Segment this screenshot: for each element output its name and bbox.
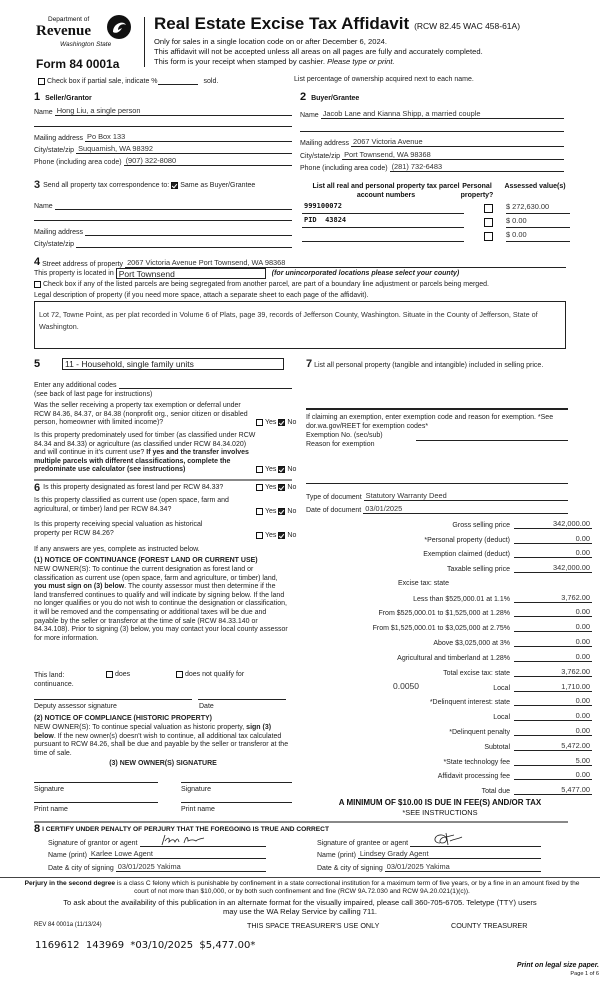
parcel-value-input[interactable]: $ 0.00 <box>506 216 570 228</box>
corr-mailing-field <box>34 225 292 236</box>
yes-label: Yes <box>265 466 277 473</box>
doc-type-input[interactable]: Statutory Warranty Deed <box>364 491 568 501</box>
exemption-no-input[interactable] <box>416 440 568 441</box>
tax-label: Above $3,025,000 at 3% <box>433 640 510 647</box>
location-label: This property is located in <box>34 270 114 277</box>
header-line3-text: This form is your receipt when stamped by cashier. <box>154 57 325 66</box>
does-not-option <box>176 671 244 678</box>
does-not-label: does not qualify for <box>185 671 245 678</box>
buyer-phone-field <box>300 161 564 172</box>
buyer-name-line2[interactable] <box>300 131 564 132</box>
section-6-number: 6 <box>34 482 41 494</box>
owner2-printname-label: Print name <box>181 806 215 813</box>
street-address-input[interactable]: 2067 Victoria Avenue Port Townsend, WA 98368 <box>125 258 566 268</box>
seller-phone-input[interactable]: (907) 322-8080 <box>124 156 292 166</box>
corr-city-label: City/state/zip <box>34 241 75 248</box>
forest-q3-yes-checkbox[interactable] <box>256 532 263 539</box>
seller-city-field <box>34 143 292 154</box>
grantee-signature-field <box>317 836 541 847</box>
grantor-date-field <box>48 861 266 872</box>
footer-divider <box>0 877 600 878</box>
grantee-signature-icon <box>430 831 464 847</box>
grantor-date-label: Date & city of signing <box>48 865 114 872</box>
notice1-bold: you must sign on (3) below <box>34 583 125 591</box>
personal-property-deduct[interactable]: 0.00 <box>514 534 592 544</box>
forest-q2-yes-checkbox[interactable] <box>256 508 263 515</box>
forest-q3: Is this property receiving special valuation as historical property per RCW 84.26? <box>34 521 203 537</box>
deputy-date-label: Date <box>199 703 214 710</box>
seller-name-input[interactable]: Hong Liu, a single person <box>55 106 292 116</box>
delinquent-interest-local[interactable]: 0.00 <box>514 711 592 721</box>
seller-phone-field <box>34 155 292 166</box>
exemption-reason-input[interactable] <box>306 483 568 484</box>
section-divider <box>34 479 292 481</box>
exemption-question <box>34 402 256 428</box>
tax-label: Local <box>493 714 510 721</box>
forest-q1 <box>34 484 256 493</box>
notice2-body <box>34 724 290 758</box>
buyer-mailing-input[interactable]: 2067 Victoria Avenue <box>351 137 564 147</box>
grantee-date-label: Date & city of signing <box>317 865 383 872</box>
q2-yes-checkbox[interactable] <box>256 466 263 473</box>
corr-name-label: Name <box>34 203 53 210</box>
logo <box>34 14 134 56</box>
header-line2: This affidavit will not be accepted unless all areas on all pages are fully and accurately completed. <box>154 47 483 56</box>
buyer-title: Buyer/Grantee <box>311 95 360 102</box>
additional-codes-input[interactable] <box>119 379 293 389</box>
yes-label: Yes <box>265 508 277 515</box>
page-indicator: Page 1 of 6 <box>570 971 599 977</box>
section-4-number: 4 <box>34 256 41 268</box>
buyer-city-label: City/state/zip <box>300 153 341 160</box>
corr-mailing-input[interactable] <box>85 226 292 236</box>
grantee-name-label: Name (print) <box>317 852 356 859</box>
taxable-selling-price[interactable]: 342,000.00 <box>514 563 592 573</box>
buyer-heading <box>300 91 359 103</box>
section-1-number: 1 <box>34 91 41 103</box>
owner1-printname-label: Print name <box>34 806 68 813</box>
owner2-signature-label: Signature <box>181 786 211 793</box>
personal-property-text: List all personal property (tangible and intangible) included in selling price. <box>314 362 544 369</box>
tax-label: Taxable selling price <box>446 566 510 573</box>
partial-sale-label: Check box if partial sale, indicate % <box>47 78 158 85</box>
state-technology-fee[interactable]: 5.00 <box>514 756 592 766</box>
parcel-row <box>302 202 570 216</box>
tax-row-exemption <box>300 547 592 558</box>
personal-property-input[interactable] <box>306 408 568 410</box>
tax-label: Local <box>493 685 510 692</box>
deputy-signature-line[interactable] <box>34 699 192 700</box>
corr-name-field <box>34 199 292 210</box>
bracket3-tax[interactable]: 0.00 <box>514 622 592 632</box>
tax-label: Agricultural and timberland at 1.28% <box>397 655 510 662</box>
same-as-buyer-label: Same as Buyer/Grantee <box>180 181 256 189</box>
this-land-label: This land: <box>34 672 65 679</box>
tax-label: Subtotal <box>484 744 510 751</box>
bracket2-tax[interactable]: 0.00 <box>514 607 592 617</box>
buyer-city-input[interactable]: Port Townsend, WA 98368 <box>342 150 564 160</box>
ownership-note: List percentage of ownership acquired next to each name. <box>294 76 474 83</box>
notice2-bold: sign (3) below <box>34 724 272 740</box>
buyer-mailing-label: Mailing address <box>300 140 350 147</box>
gross-selling-price[interactable]: 342,000.00 <box>514 519 592 529</box>
exemption-claimed[interactable]: 0.00 <box>514 548 592 558</box>
notice2-text-b: . If the new owner(s) doesn't wish to continue, all additional tax calculated pursuant to RCW 84.26, shall be due and payable by the seller or transferor at the time of sale. <box>34 732 289 757</box>
tax-row-total-due <box>300 784 592 795</box>
local-rate[interactable]: 0.0050 <box>393 681 419 691</box>
see-instructions-note: *SEE INSTRUCTIONS <box>402 808 478 817</box>
forest-q2-no-checkbox[interactable] <box>278 508 285 515</box>
bracket1-tax[interactable]: 3,762.00 <box>514 593 592 603</box>
yes-label: Yes <box>265 419 277 426</box>
tax-row-personal <box>300 533 592 544</box>
tax-row-delinquent-interest-local <box>300 710 592 721</box>
parcel-value-input[interactable]: $ 272,630.00 <box>506 202 570 214</box>
forest-q1-yes-checkbox[interactable] <box>256 484 263 491</box>
seller-heading <box>34 91 92 103</box>
seller-name-field <box>34 105 292 116</box>
notice2-title: (2) NOTICE OF COMPLIANCE (HISTORIC PROPERTY) <box>34 715 212 722</box>
exemption-note: If claiming an exemption, enter exemption code and reason for exemption. *See dor.wa.gov/REET for exemption codes* <box>306 414 554 430</box>
street-address-field <box>34 256 566 268</box>
tax-row-bracket1 <box>300 592 592 603</box>
section-5-number: 5 <box>34 358 41 370</box>
section-2-number: 2 <box>300 91 307 103</box>
seller-name-label: Name <box>34 109 53 116</box>
tax-label: *Delinquent penalty <box>449 729 510 736</box>
doc-date-label: Date of document <box>306 507 362 514</box>
local-tax[interactable]: 1,710.00 <box>514 682 592 692</box>
notice2-text-a: NEW OWNER(S): To continue special valuation as historic property, <box>34 724 245 731</box>
yes-label: Yes <box>265 532 277 539</box>
certify-title: I CERTIFY UNDER PENALTY OF PERJURY THAT THE FOREGOING IS TRUE AND CORRECT <box>42 825 329 833</box>
q1-answers <box>256 419 296 426</box>
deputy-date-line[interactable] <box>198 699 286 700</box>
title-text: Real Estate Excise Tax Affidavit <box>154 14 410 33</box>
notice1-title: (1) NOTICE OF CONTINUANCE (FOREST LAND OR CURRENT USE) <box>34 557 258 564</box>
parcel-number-input[interactable] <box>302 230 464 242</box>
grantor-signature-field <box>48 836 266 847</box>
seller-city-input[interactable]: Suquamish, WA 98392 <box>76 144 292 154</box>
subtotal[interactable]: 5,472.00 <box>514 741 592 751</box>
doc-type-label: Type of document <box>306 494 362 501</box>
additional-codes-label: Enter any additional codes <box>34 382 117 389</box>
buyer-name-field <box>300 108 564 119</box>
buyer-name-label: Name <box>300 112 319 119</box>
exemption-no-label: Exemption No. (sec/sub) <box>306 432 383 439</box>
segregated-row <box>34 281 489 288</box>
parcel-row <box>302 216 570 230</box>
new-owner-signature-title: (3) NEW OWNER(S) SIGNATURE <box>109 760 217 767</box>
q1-no-checkbox[interactable] <box>278 419 285 426</box>
tax-row-bracket2 <box>300 606 592 617</box>
parcels-col3-header: Assessed value(s) <box>504 183 566 190</box>
continuance-label: continuance. <box>34 681 74 688</box>
exemption-reason-label: Reason for exemption <box>306 441 375 448</box>
additional-codes-note: (see back of last page for instructions) <box>34 391 153 398</box>
doc-date-field <box>306 503 568 514</box>
legal-description-text: Lot 72, Towne Point, as per plat recorded in Volume 6 of Plats, page 39, records of Jefferson County, Washington. Situate in the County of Jefferson, State of Washington. <box>39 310 538 331</box>
parcel-personal-checkbox[interactable] <box>484 218 493 227</box>
grantee-signature-input[interactable] <box>410 837 541 847</box>
exemption-question-text: Was the seller receiving a property tax exemption or deferral under RCW 84.36, 84.37, or 84.38 (nonprofit org., senior citizen or disabled person, homeowner with limited income)? <box>34 402 248 427</box>
q2-answers <box>256 466 296 473</box>
q1-yes-checkbox[interactable] <box>256 419 263 426</box>
forest-q1-text: Is this property designated as forest land per RCW 84.33? <box>43 484 224 491</box>
treasurer-stamp: 1169612 143969 *03/10/2025 $5,477.00* <box>35 940 256 951</box>
tax-row-taxable <box>300 562 592 573</box>
dept-line3: Washington State <box>60 41 112 48</box>
partial-sale-checkbox[interactable] <box>38 78 45 85</box>
tax-row-delinquent-interest-state <box>300 695 592 706</box>
tax-row-processing-fee <box>300 769 592 780</box>
buyer-phone-label: Phone (including area code) <box>300 165 388 172</box>
corr-mailing-label: Mailing address <box>34 229 84 236</box>
seller-mailing-label: Mailing address <box>34 135 84 142</box>
does-label: does <box>115 671 131 678</box>
land-use-code-select[interactable]: 11 - Household, single family units <box>62 358 284 370</box>
seller-mailing-input[interactable]: Po Box 133 <box>85 132 292 142</box>
delinquent-interest-state[interactable]: 0.00 <box>514 696 592 706</box>
header-divider <box>144 17 145 67</box>
no-label: No <box>287 532 297 539</box>
no-label: No <box>287 508 297 515</box>
notice1-body <box>34 566 290 643</box>
minimum-due-note: A MINIMUM OF $10.00 IS DUE IN FEE(S) AND/OR TAX <box>338 798 542 807</box>
owner2-printname-line[interactable] <box>181 802 292 803</box>
tax-label: Affidavit processing fee <box>437 773 510 780</box>
seller-mailing-field <box>34 131 292 142</box>
correspondence-heading <box>34 179 255 191</box>
grantor-signature-input[interactable] <box>140 837 266 847</box>
same-as-buyer-checkbox[interactable] <box>171 182 178 189</box>
corr-name-line2[interactable] <box>34 220 292 221</box>
deputy-signature-label: Deputy assessor signature <box>34 703 117 710</box>
tax-label: Exemption claimed (deduct) <box>423 551 510 558</box>
tax-label: From $525,000.01 to $1,525,000 at 1.28% <box>378 610 510 617</box>
section-3-number: 3 <box>34 179 41 191</box>
dor-swirl-icon <box>106 14 132 40</box>
tax-label: *Delinquent interest: state <box>429 699 510 706</box>
bracket4-tax[interactable]: 0.00 <box>514 637 592 647</box>
parcel-row <box>302 230 570 244</box>
corr-name-input[interactable] <box>55 200 292 210</box>
legal-description-textarea[interactable] <box>34 301 566 349</box>
doc-date-input[interactable]: 03/01/2025 <box>363 504 568 514</box>
owner2-signature-line[interactable] <box>181 782 292 783</box>
grantor-name-field <box>48 848 266 859</box>
buyer-city-field <box>300 149 564 160</box>
tax-row-local <box>300 681 592 692</box>
no-label: No <box>287 484 297 491</box>
timber-question-text: Is this property predominately used for timber (as classified under RCW 84.34 and 84.33) or agriculture (as classified under RCW 84.34.020) and will continue in it's current use? <box>34 432 256 457</box>
rev-number: REV 84 0001a (11/13/24) <box>34 922 102 928</box>
parcel-number-input[interactable]: 999100072 <box>302 202 464 214</box>
buyer-mailing-field <box>300 136 564 147</box>
tax-row-bracket4 <box>300 636 592 647</box>
alt-format-note: To ask about the availability of this publication in an alternate format for the visually impaired, please call 360-705-6705. Teletype (TTY) users may use the WA Relay Service by calling 711. <box>63 898 537 916</box>
tax-row-tech-fee <box>300 755 592 766</box>
forest-q1-answers <box>256 484 296 491</box>
total-due[interactable]: 5,477.00 <box>514 785 592 795</box>
notice1-text-b: . The county assessor must then determine if the land transferred continues to qualify and will indicate by signing below. If the land no longer qualifies or you do not wish to continue the designation or classification, it will be removed and the compensating or additional taxes will be due and payable by the seller or transferor at the time of sale (RCW 84.33.140 or 84.34.108). Prior to signing (3) below, you may contact your local county assessor for more information. <box>34 583 288 642</box>
does-option <box>106 671 130 678</box>
header-line1: Only for sales in a single location code on or after December 6, 2024. <box>154 37 388 46</box>
grantor-name-label: Name (print) <box>48 852 87 859</box>
legal-description-label: Legal description of property (if you need more space, attach a separate sheet to each page of the affidavit). <box>34 292 369 299</box>
tax-label: Gross selling price <box>452 522 510 529</box>
segregated-label: Check box if any of the listed parcels are being segregated from another parcel, are part of a boundary line adjustment or parcels being merged. <box>43 281 489 288</box>
tax-row-delinquent-penalty <box>300 725 592 736</box>
buyer-phone-input[interactable]: (281) 732-6483 <box>390 162 564 172</box>
buyer-name-input[interactable]: Jacob Lane and Kianna Shipp, a married couple <box>321 109 564 119</box>
seller-name-line2[interactable] <box>34 126 292 127</box>
tax-label: *State technology fee <box>443 759 510 766</box>
seller-title: Seller/Grantor <box>45 95 92 102</box>
seller-phone-label: Phone (including area code) <box>34 159 122 166</box>
section-8-number: 8 <box>34 823 41 835</box>
perjury-bold: Perjury in the second degree <box>24 880 116 887</box>
grantee-name-input[interactable]: Lindsey Grady Agent <box>358 849 541 859</box>
forest-q2-answers <box>256 508 296 515</box>
tax-row-bracket3 <box>300 621 592 632</box>
total-excise-state[interactable]: 3,762.00 <box>514 667 592 677</box>
form-title <box>154 14 520 34</box>
owner1-printname-line[interactable] <box>34 802 158 803</box>
section-7-number: 7 <box>306 358 313 370</box>
seller-city-label: City/state/zip <box>34 147 75 154</box>
forest-q3-answers <box>256 532 296 539</box>
header-line3 <box>154 57 395 66</box>
title-ref: (RCW 82.45 WAC 458-61A) <box>414 21 521 31</box>
if-yes-note: If any answers are yes, complete as instructed below. <box>34 546 200 553</box>
corr-city-field <box>34 237 292 248</box>
parcels-col1-header: List all real and personal property tax parcel account numbers <box>312 183 460 199</box>
no-label: No <box>287 419 297 426</box>
dept-line2: Revenue <box>36 23 91 39</box>
street-address-label: Street address of property <box>42 261 124 268</box>
grantor-signature-label: Signature of grantor or agent <box>48 840 138 847</box>
county-treasurer-label: COUNTY TREASURER <box>451 921 528 930</box>
tax-label: *Personal property (deduct) <box>424 537 510 544</box>
no-label: No <box>287 466 297 473</box>
grantee-name-field <box>317 848 541 859</box>
forest-q2: Is this property classified as current use (open space, farm and agricultural, or timber) land per RCW 84.34? <box>34 497 229 513</box>
form-number: Form 84 0001a <box>36 57 120 71</box>
parcels-col2-header: Personal property? <box>460 183 494 199</box>
partial-sale-suffix: sold. <box>203 78 219 85</box>
agricultural-tax[interactable]: 0.00 <box>514 652 592 662</box>
segregated-checkbox[interactable] <box>34 281 41 288</box>
location-note: (for unincorporated locations please select your county) <box>271 270 460 277</box>
parcel-value-input[interactable]: $ 0.00 <box>506 230 570 242</box>
parcel-personal-checkbox[interactable] <box>484 232 493 241</box>
excise-tax-state-heading: Excise tax: state <box>398 580 449 587</box>
delinquent-penalty[interactable]: 0.00 <box>514 726 592 736</box>
forest-q3-no-checkbox[interactable] <box>278 532 285 539</box>
notice1-text-a: NEW OWNER(S): To continue the current designation as forest land or classification as current use (open space, farm and agriculture, or timber) land, <box>34 566 278 582</box>
print-legal-note: Print on legal size paper. <box>516 962 599 969</box>
timber-question <box>34 432 256 475</box>
type-or-print-note: Please type or print. <box>327 57 395 66</box>
treasurer-use-label: THIS SPACE TREASURER'S USE ONLY <box>247 921 380 930</box>
corr-city-input[interactable] <box>76 238 292 248</box>
yes-label: Yes <box>265 484 277 491</box>
grantee-date-input[interactable]: 03/01/2025 Yakima <box>385 862 541 872</box>
does-qualify-checkbox[interactable] <box>106 671 113 678</box>
owner1-signature-line[interactable] <box>34 782 158 783</box>
tax-label: From $1,525,000.01 to $3,025,000 at 2.75% <box>372 625 510 632</box>
tax-label: Total due <box>481 788 510 795</box>
perjury-note <box>22 880 582 896</box>
grantee-signature-label: Signature of grantee or agent <box>317 840 409 847</box>
owner1-signature-label: Signature <box>34 786 64 793</box>
forest-q1-no-checkbox[interactable] <box>278 484 285 491</box>
tax-label: Total excise tax: state <box>443 670 510 677</box>
doc-type-field <box>306 490 568 501</box>
tax-row-agricultural <box>300 651 592 662</box>
grantor-date-input[interactable]: 03/01/2025 Yakima <box>116 862 266 872</box>
partial-sale-row <box>38 77 218 85</box>
tax-row-gross <box>300 518 592 529</box>
tax-row-subtotal <box>300 740 592 751</box>
timber-question-bold: If yes and the transfer involves multiple parcels with different classifications, complete the predominate use calculator (see instructions) <box>34 449 249 474</box>
dept-line1: Department of <box>48 16 90 23</box>
perjury-text: is a class C felony which is punishable by confinement in a state correctional institution for a maximum term of five years, or by a fine in an amount fixed by the court of not more than $10,000, or by both such confinement and fine (RCW 9A.72.030 and RCW 9A.20.021(1)(c)). <box>115 880 580 895</box>
affidavit-processing-fee[interactable]: 0.00 <box>514 770 592 780</box>
additional-codes-field <box>34 378 292 389</box>
partial-sale-percent-input[interactable] <box>158 77 198 85</box>
tax-label: Less than $525,000.01 at 1.1% <box>413 596 510 603</box>
tax-row-total-state <box>300 666 592 677</box>
grantor-name-input[interactable]: Karlee Lowe Agent <box>89 849 266 859</box>
parcel-personal-checkbox[interactable] <box>484 204 493 213</box>
parcel-number-input[interactable]: PID 43824 <box>302 216 464 228</box>
grantee-date-field <box>317 861 541 872</box>
grantor-signature-icon <box>160 833 206 847</box>
location-row <box>34 268 459 279</box>
location-select[interactable]: Port Townsend <box>116 268 266 279</box>
correspondence-label: Send all property tax correspondence to: <box>43 181 170 189</box>
does-not-qualify-checkbox[interactable] <box>176 671 183 678</box>
personal-property-label <box>306 360 568 371</box>
q2-no-checkbox[interactable] <box>278 466 285 473</box>
